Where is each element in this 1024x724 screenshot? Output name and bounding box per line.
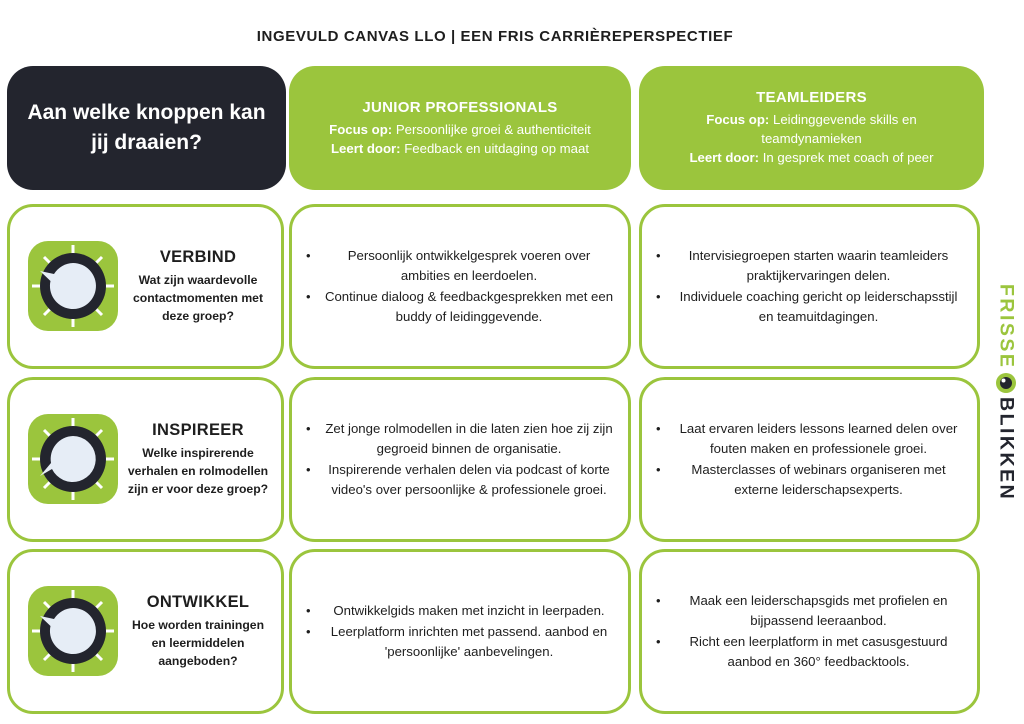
list-item: • Inspirerende verhalen delen via podcast of korte video's over persoonlijke & professionele groei.: [306, 461, 610, 497]
list-item: • Ontwikkelgids maken met inzicht in leerpaden.: [306, 602, 605, 618]
column-header-junior: [289, 66, 631, 190]
dial-knob-icon: [28, 586, 118, 676]
list-item: • Individuele coaching gericht op leiderschapsstijl en teamuitdagingen.: [656, 288, 958, 324]
list-item: • Maak een leiderschapsgids met profielen en bijpassend leeraanbod.: [656, 592, 948, 628]
list-item: • Persoonlijk ontwikkelgesprek voeren over ambities en leerdoelen.: [306, 247, 591, 283]
list-item: • Intervisiegroepen starten waarin teamleiders praktijkervaringen delen.: [656, 247, 949, 283]
cell-junior-ontwikkel: [289, 549, 631, 714]
dial-knob-icon: [28, 414, 118, 504]
focus-line: Focus op: Leidinggevende skills en teamdynamieken: [706, 112, 917, 146]
list-item: • Zet jonge rolmodellen in die laten zien hoe zij zijn gegroeid binnen de organisatie.: [306, 420, 613, 456]
row-label-ontwikkel: [7, 549, 284, 714]
column-title: JUNIOR PROFESSIONALS: [362, 98, 558, 116]
list-item: • Masterclasses of webinars organiseren met externe leiderschapsexperts.: [656, 461, 946, 497]
focus-line: Focus op: Persoonlijke groei & authenticiteit: [329, 121, 591, 137]
learn-line: Leert door: Feedback en uitdaging op maat: [330, 140, 590, 156]
list-item: • Laat ervaren leiders lessons learned delen over fouten maken en professionele groei.: [656, 420, 958, 456]
row-label-inspireer: [7, 377, 284, 542]
brand-part1: FRISSE: [995, 284, 1018, 370]
question-header: Aan welke knoppen kan jij draaien?: [7, 66, 286, 190]
row-question: Wat zijn waardevolle contactmomenten met deze groep?: [132, 273, 264, 323]
dial-knob-icon: [28, 241, 118, 331]
row-label-verbind: [7, 204, 284, 369]
brand-part2: BLIKKEN: [995, 397, 1018, 502]
cell-junior-verbind: [289, 204, 631, 369]
list-item: • Richt een leerplatform in met casusgestuurd aanbod en 360° feedbacktools.: [656, 633, 948, 669]
cell-team-verbind: [639, 204, 980, 369]
row-title: INSPIREER: [152, 421, 244, 439]
brand-logo: [994, 284, 1018, 524]
learn-line: Leert door: In gesprek met coach of peer: [689, 150, 934, 165]
cell-team-inspireer: [639, 377, 980, 542]
row-title: VERBIND: [159, 248, 237, 266]
column-title: TEAMLEIDERS: [756, 89, 867, 106]
list-item: • Continue dialoog & feedbackgesprekken met een buddy of leidinggevende.: [306, 288, 614, 324]
row-question: Welke inspirerende verhalen en rolmodellen zijn er voor deze groep?: [127, 446, 269, 496]
row-question: Hoe worden trainingen en leermiddelen aangeboden?: [131, 618, 265, 668]
list-item: • Leerplatform inrichten met passend. aanbod en 'persoonlijke' aanbevelingen.: [306, 623, 608, 659]
row-title: ONTWIKKEL: [146, 593, 250, 611]
page-title: INGEVULD CANVAS LLO | EEN FRIS CARRIÈREPERSPECTIEF: [256, 28, 734, 45]
cell-junior-inspireer: [289, 377, 631, 542]
cell-team-ontwikkel: [639, 549, 980, 714]
column-header-team: [639, 66, 984, 190]
eye-icon: [995, 372, 1017, 394]
